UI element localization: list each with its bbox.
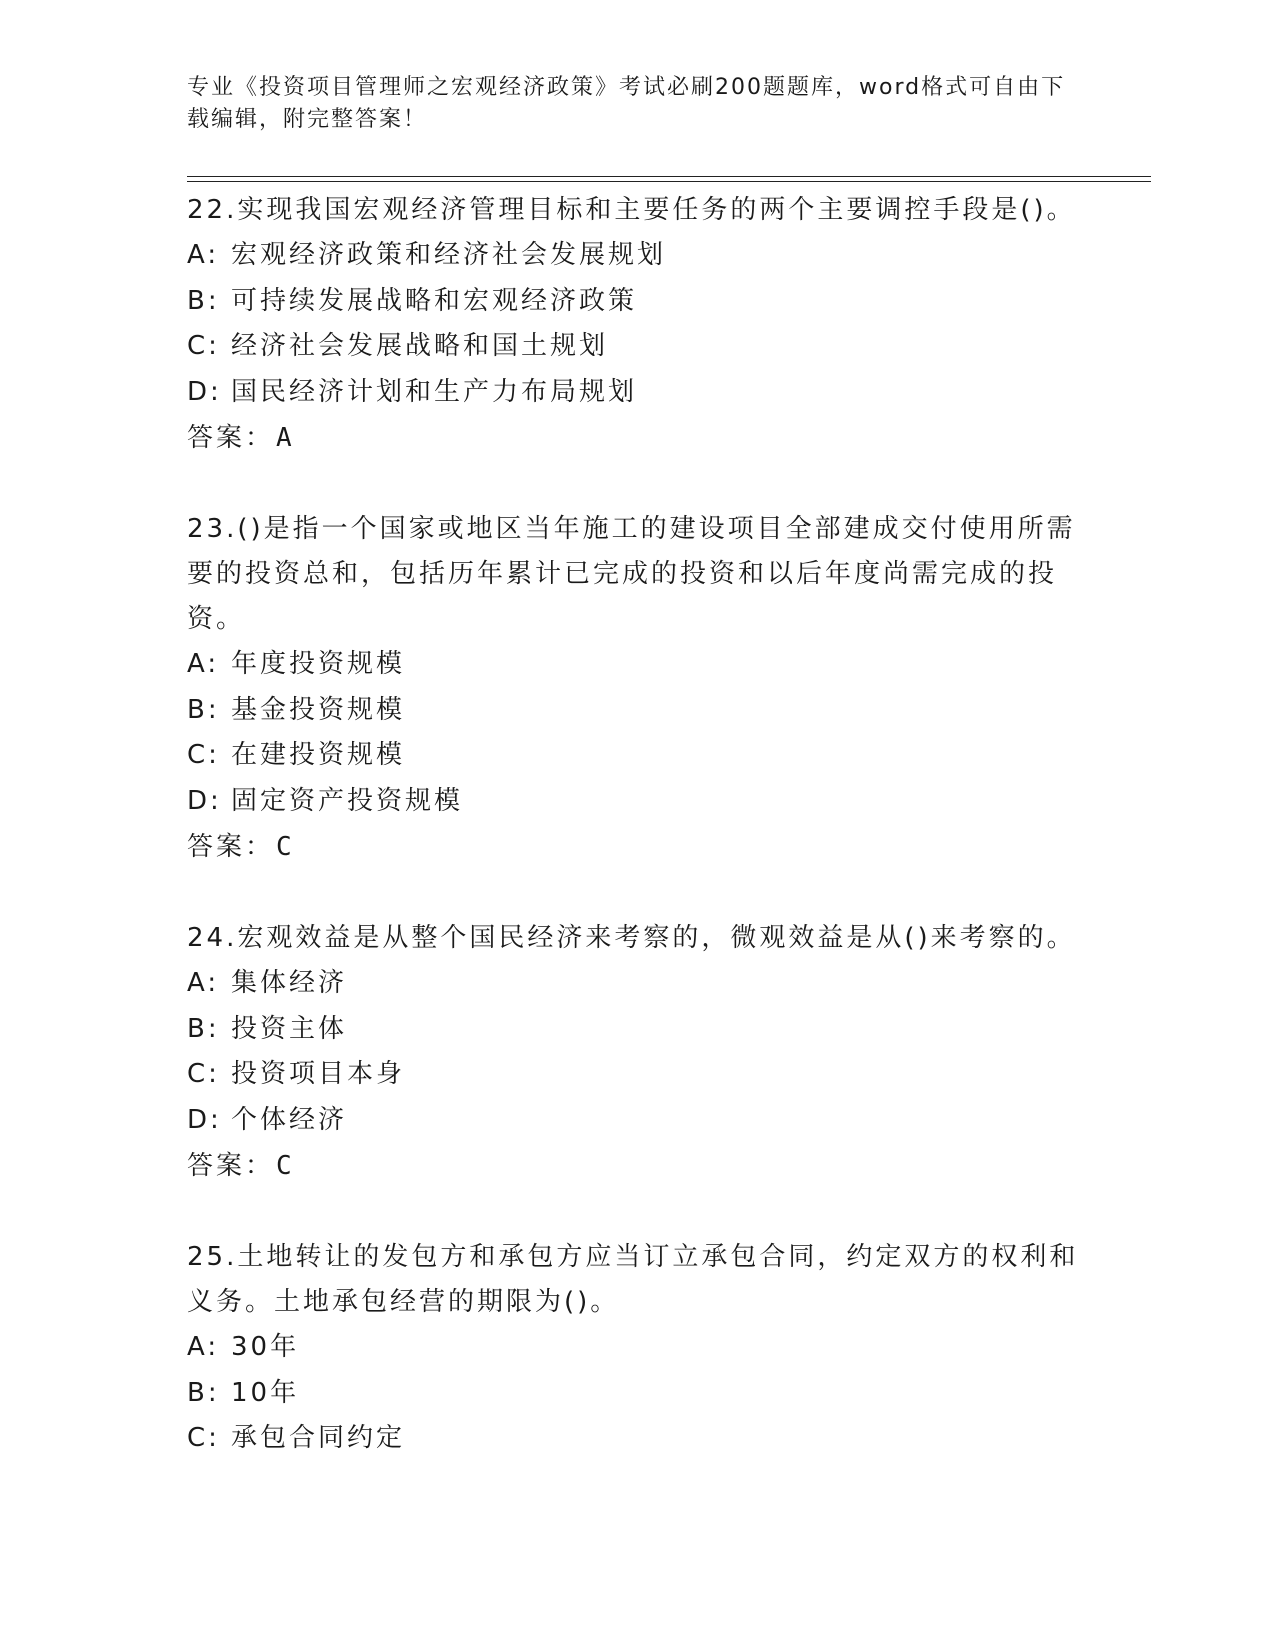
option-text: 宏观经济政策和经济社会发展规划 xyxy=(231,240,667,270)
option-letter: A: xyxy=(187,1332,220,1362)
option-a xyxy=(187,233,1087,279)
option-letter: B: xyxy=(187,1377,220,1408)
option-d xyxy=(187,370,1087,416)
answer-line xyxy=(187,415,1087,461)
option-c xyxy=(187,733,1087,779)
document-intro: 专业《投资项目管理师之宏观经济政策》考试必刷200题题库，word格式可自由下载编辑，附完整答案！ xyxy=(187,75,1066,132)
option-letter: D: xyxy=(187,376,222,407)
header-divider-bottom xyxy=(187,181,1151,182)
option-text: 投资主体 xyxy=(231,1013,348,1044)
option-a xyxy=(187,1325,1087,1371)
option-text: 年度投资规模 xyxy=(231,649,406,679)
answer-value: C xyxy=(276,832,292,862)
option-letter: C: xyxy=(187,740,220,770)
option-text: 集体经济 xyxy=(231,968,348,998)
option-letter: B: xyxy=(187,285,220,316)
question-stem: 24.宏观效益是从整个国民经济来考察的，微观效益是从()来考察的。 xyxy=(187,923,1076,953)
option-c xyxy=(187,1052,1087,1098)
option-letter: D: xyxy=(187,785,222,816)
option-d xyxy=(187,779,1087,825)
option-a xyxy=(187,642,1087,688)
option-text: 投资项目本身 xyxy=(231,1059,406,1089)
option-b xyxy=(187,1371,1087,1417)
option-letter: A: xyxy=(187,649,220,679)
question-22 xyxy=(187,188,1087,461)
option-letter: C: xyxy=(187,331,220,361)
option-c xyxy=(187,1416,1087,1462)
option-text: 在建投资规模 xyxy=(231,740,406,770)
question-stem: 23.()是指一个国家或地区当年施工的建设项目全部建成交付使用所需要的投资总和，包括历年累计已完成的投资和以后年度尚需完成的投资。 xyxy=(187,514,1076,634)
option-b xyxy=(187,688,1087,734)
option-b xyxy=(187,1007,1087,1053)
option-letter: A: xyxy=(187,240,220,270)
question-25 xyxy=(187,1235,1087,1462)
question-stem: 22.实现我国宏观经济管理目标和主要任务的两个主要调控手段是()。 xyxy=(187,195,1076,225)
answer-value: A xyxy=(276,423,292,453)
question-stem: 25.土地转让的发包方和承包方应当订立承包合同，约定双方的权利和义务。土地承包经营的期限为()。 xyxy=(187,1242,1079,1317)
option-letter: B: xyxy=(187,694,220,725)
option-text: 国民经济计划和生产力布局规划 xyxy=(231,376,638,407)
option-d xyxy=(187,1098,1087,1144)
option-text: 固定资产投资规模 xyxy=(231,785,464,816)
answer-line xyxy=(187,824,1087,870)
option-text: 可持续发展战略和宏观经济政策 xyxy=(231,285,638,316)
option-letter: C: xyxy=(187,1423,220,1453)
option-text: 10年 xyxy=(231,1377,300,1408)
question-24 xyxy=(187,916,1087,1189)
option-letter: B: xyxy=(187,1013,220,1044)
header-divider-top xyxy=(187,176,1151,177)
answer-label: 答案： xyxy=(187,423,275,453)
option-text: 个体经济 xyxy=(231,1104,348,1135)
option-b xyxy=(187,279,1087,325)
option-a xyxy=(187,961,1087,1007)
question-23 xyxy=(187,507,1087,870)
option-letter: D: xyxy=(187,1104,222,1135)
answer-value: C xyxy=(276,1151,292,1181)
answer-line xyxy=(187,1143,1087,1189)
answer-label: 答案： xyxy=(187,832,275,862)
option-text: 经济社会发展战略和国土规划 xyxy=(231,331,609,361)
option-letter: C: xyxy=(187,1059,220,1089)
option-text: 30年 xyxy=(231,1332,300,1362)
option-text: 基金投资规模 xyxy=(231,694,406,725)
option-text: 承包合同约定 xyxy=(231,1423,406,1453)
answer-label: 答案： xyxy=(187,1151,275,1181)
option-letter: A: xyxy=(187,968,220,998)
question-list xyxy=(187,188,1087,1508)
option-c xyxy=(187,324,1087,370)
